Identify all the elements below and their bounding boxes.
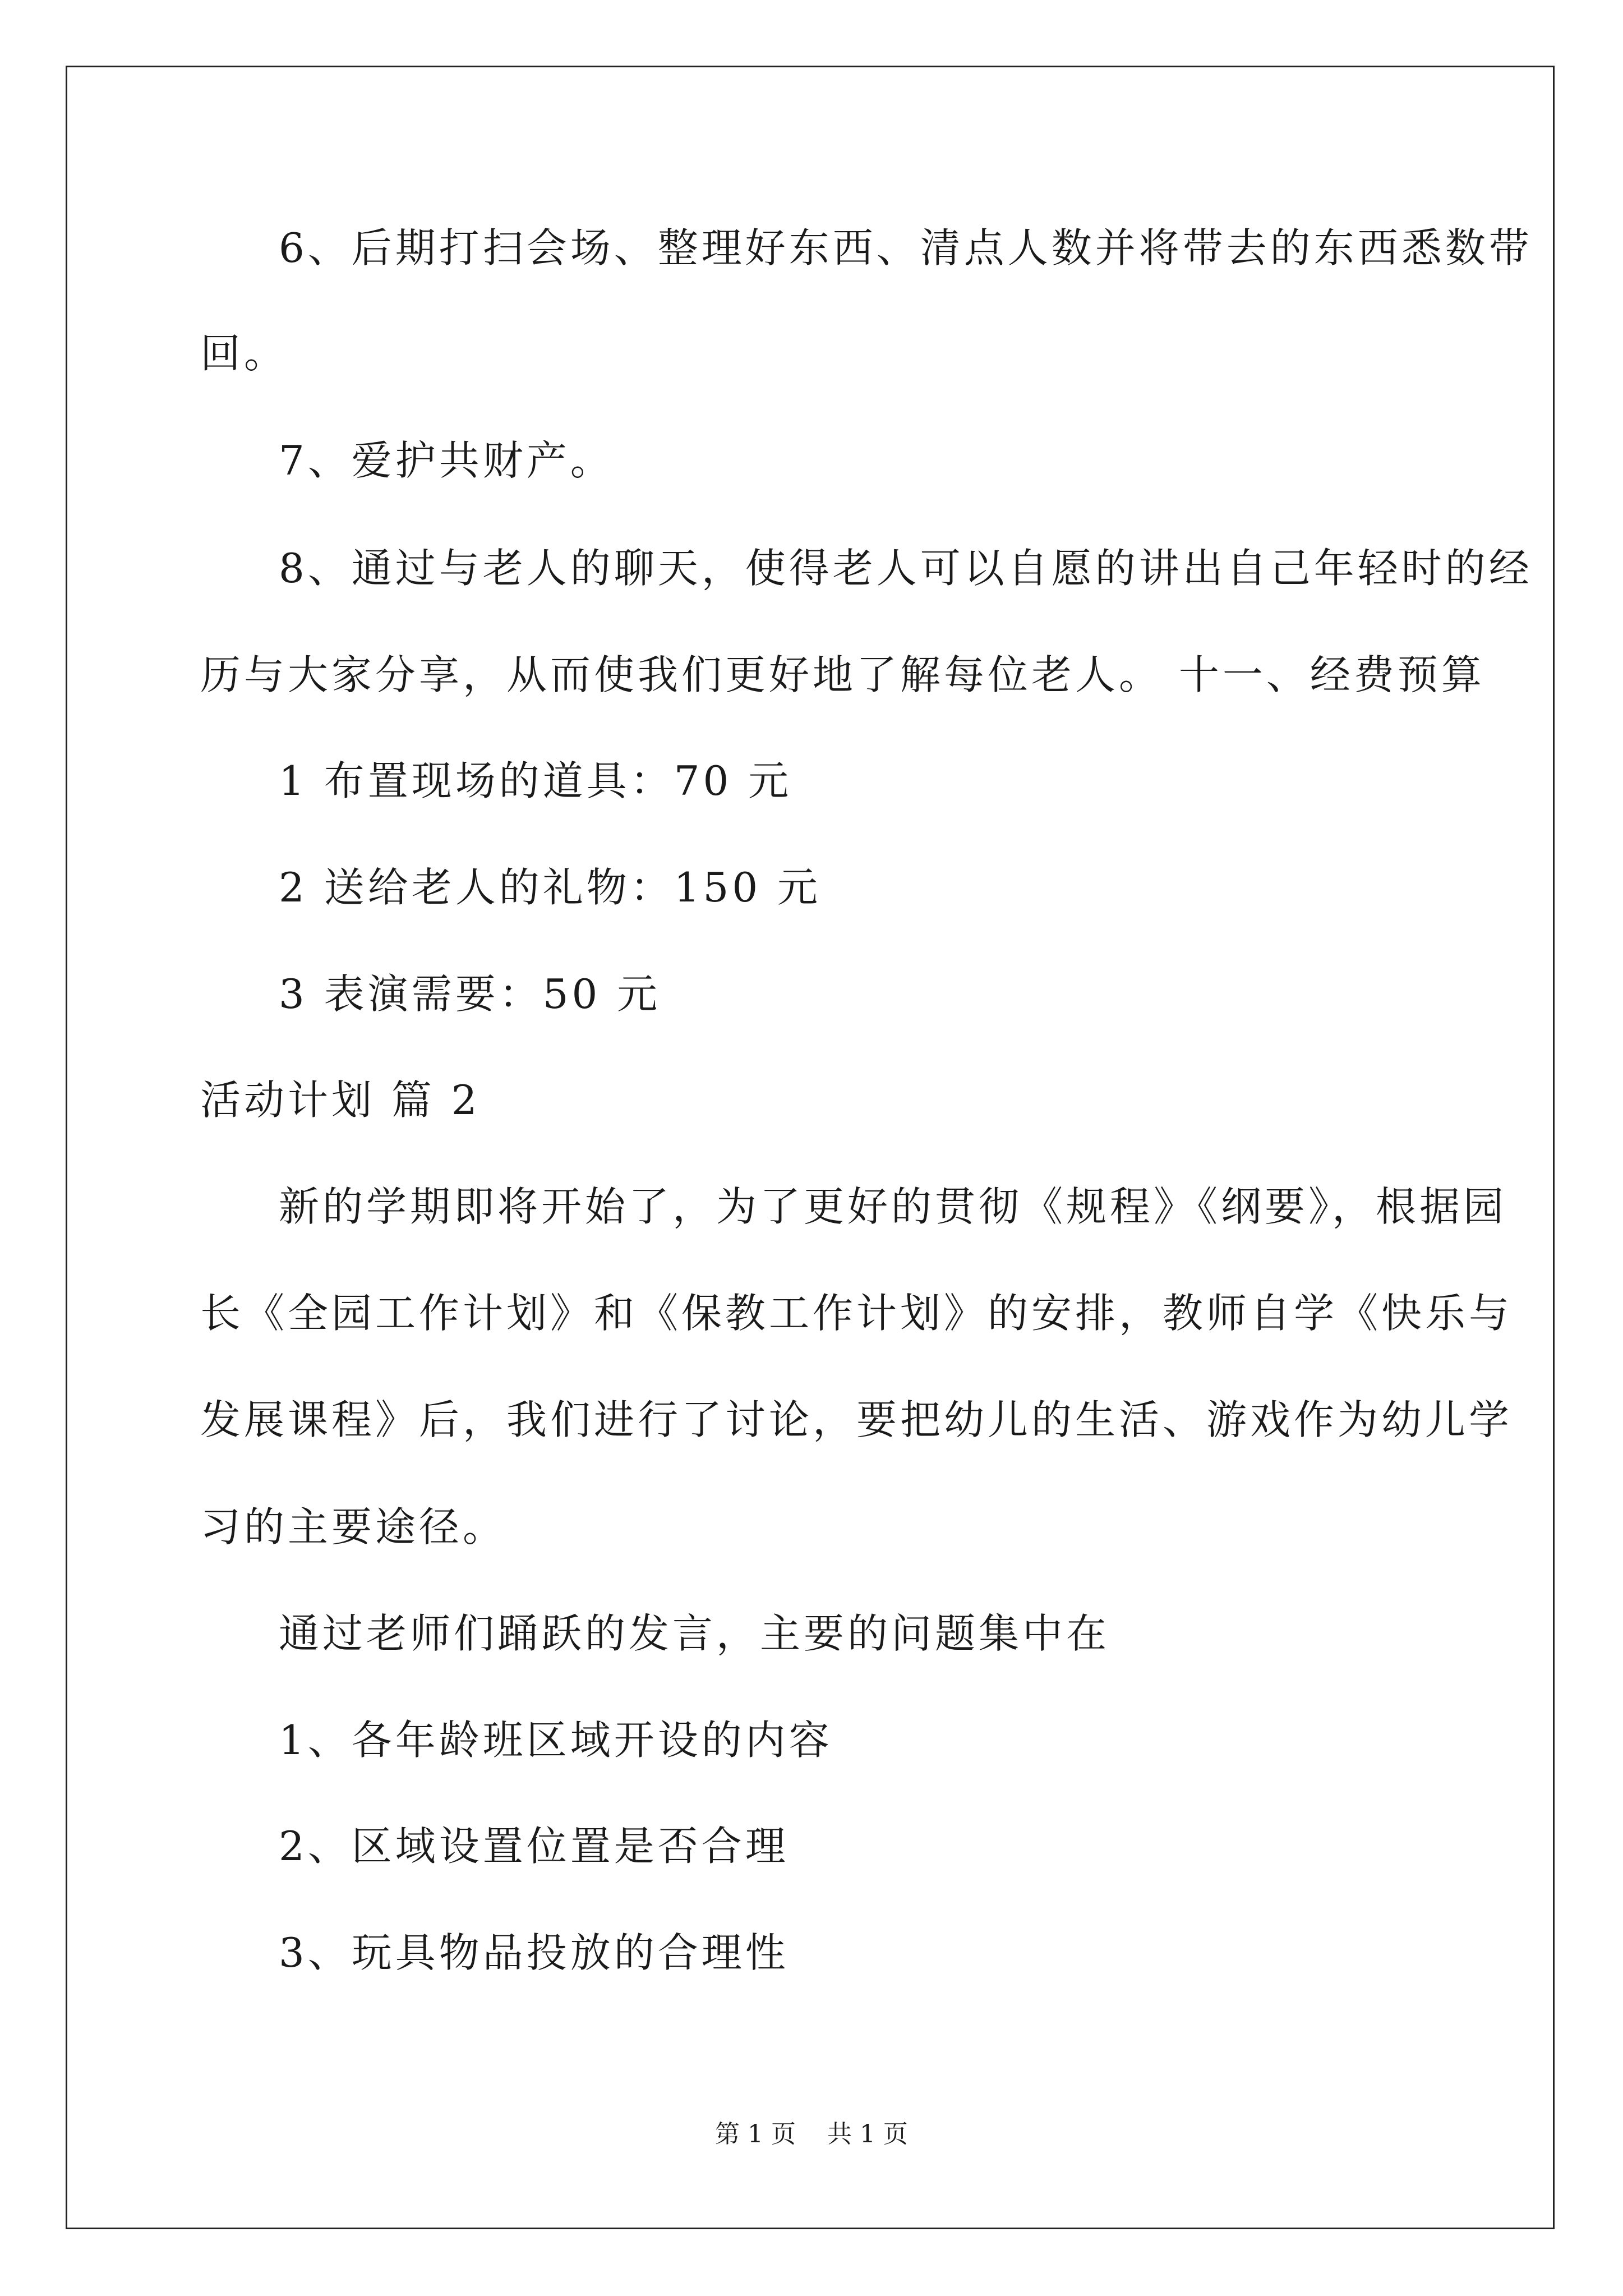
budget-item: 3 表演需要：50 元	[279, 970, 661, 1018]
list-item: 3、玩具物品投放的合理性	[279, 1929, 789, 1976]
budget-item: 2 送给老人的礼物：150 元	[279, 864, 822, 911]
paragraph-line: 长《全园工作计划》和《保教工作计划》的安排，教师自学《快乐与	[200, 1290, 1513, 1337]
page-number-footer: 第 1 页 共 1 页	[715, 2120, 908, 2148]
paragraph-line: 新的学期即将开始了，为了更好的贯彻《规程》《纲要》，根据园	[279, 1183, 1507, 1230]
list-item: 1、各年龄班区域开设的内容	[279, 1717, 833, 1764]
paragraph-line: 发展课程》后，我们进行了讨论，要把幼儿的生活、游戏作为幼儿学	[200, 1396, 1513, 1443]
paragraph-line: 8、通过与老人的聊天，使得老人可以自愿的讲出自己年轻时的经	[279, 545, 1533, 592]
page-border	[66, 66, 1555, 2229]
budget-item: 1 布置现场的道具：70 元	[279, 757, 792, 804]
list-item: 2、区域设置位置是否合理	[279, 1823, 789, 1870]
paragraph-line: 习的主要途径。	[200, 1503, 507, 1550]
paragraph-line: 7、爱护共财产。	[279, 437, 614, 484]
paragraph-line: 历与大家分享，从而使我们更好地了解每位老人。 十一、经费预算	[200, 651, 1485, 698]
section-heading: 活动计划 篇 2	[200, 1076, 481, 1124]
paragraph-line: 通过老师们踊跃的发言，主要的问题集中在	[279, 1610, 1110, 1657]
paragraph-line: 6、后期打扫会场、整理好东西、清点人数并将带去的东西悉数带	[279, 224, 1533, 272]
paragraph-line: 回。	[200, 330, 288, 377]
